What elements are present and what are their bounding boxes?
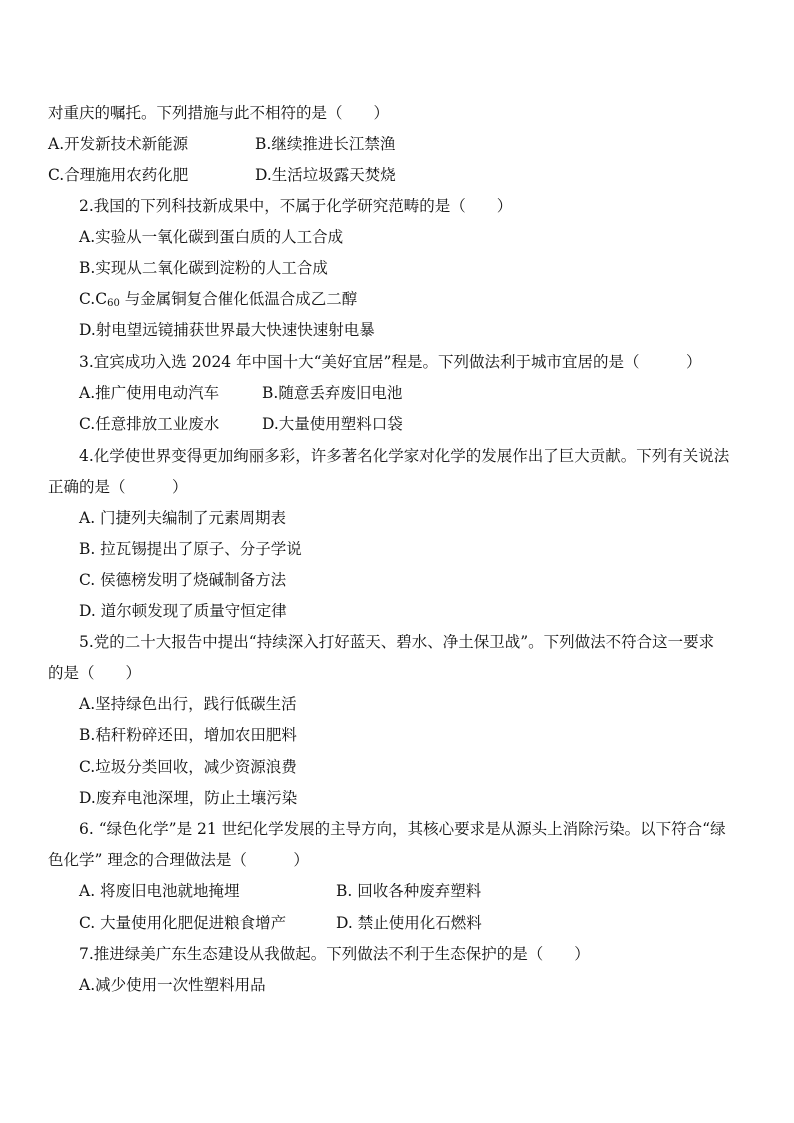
q5-option-b: B.秸秆粉碎还田，增加农田肥料: [79, 726, 297, 744]
q2-option-c-prefix: C.C: [79, 290, 108, 308]
q4-stem-line-2: 正确的是（ ）: [48, 478, 188, 496]
q2-option-c-subscript: 60: [107, 298, 120, 309]
q4-option-b: B. 拉瓦锡提出了原子、分子学说: [79, 540, 302, 558]
q5-option-d: D.废弃电池深埋，防止土壤污染: [79, 789, 298, 807]
q4-option-d: D. 道尔顿发现了质量守恒定律: [79, 602, 287, 620]
q3-option-d: D.大量使用塑料口袋: [262, 415, 403, 433]
q6-option-b: B. 回收各种废弃塑料: [336, 882, 482, 900]
q6-option-d: D. 禁止使用化石燃料: [336, 914, 482, 932]
q3-stem: 3.宜宾成功入选 2024 年中国十大“美好宜居”程是。下列做法利于城市宜居的是（ ）: [79, 353, 702, 371]
q6-stem-line-2: 色化学” 理念的合理做法是（ ）: [48, 851, 309, 869]
q7-option-a: A.减少使用一次性塑料用品: [79, 976, 266, 994]
q1-stem-tail: 对重庆的嘱托。下列措施与此不相符的是（ ）: [48, 104, 390, 122]
q3-option-a: A.推广使用电动汽车: [79, 384, 220, 402]
q6-option-c: C. 大量使用化肥促进粮食增产: [79, 914, 287, 932]
q2-option-c: [79, 289, 357, 309]
q2-option-d: D.射电望远镜捕获世界最大快速快速射电暴: [79, 321, 375, 339]
q2-option-b: B.实现从二氧化碳到淀粉的人工合成: [79, 259, 328, 277]
q3-option-c: C.任意排放工业废水: [79, 415, 220, 433]
q4-option-c: C. 侯德榜发明了烧碱制备方法: [79, 571, 287, 589]
q1-option-a: A.开发新技术新能源: [48, 135, 189, 153]
q1-option-d: D.生活垃圾露天焚烧: [255, 166, 396, 184]
q2-option-c-text: 与金属铜复合催化低温合成乙二醇: [124, 290, 358, 308]
q2-option-a: A.实验从一氧化碳到蛋白质的人工合成: [79, 228, 344, 246]
q1-option-c: C.合理施用农药化肥: [48, 166, 189, 184]
q5-option-a: A.坚持绿色出行，践行低碳生活: [79, 695, 297, 713]
q7-stem: 7.推进绿美广东生态建设从我做起。下列做法不利于生态保护的是（ ）: [79, 945, 590, 963]
q1-option-b: B.继续推进长江禁渔: [255, 135, 396, 153]
q5-stem-line-2: 的是（ ）: [48, 664, 142, 682]
q6-option-a: A. 将废旧电池就地掩埋: [79, 882, 240, 900]
q5-stem-line-1: 5.党的二十大报告中提出“持续深入打好蓝天、碧水、净土保卫战”。下列做法不符合这一要求: [79, 633, 715, 651]
q4-option-a: A. 门捷列夫编制了元素周期表: [79, 509, 287, 527]
q3-option-b: B.随意丢弃废旧电池: [262, 384, 403, 402]
q5-option-c: C.垃圾分类回收，减少资源浪费: [79, 758, 297, 776]
q4-stem-line-1: 4.化学使世界变得更加绚丽多彩，许多著名化学家对化学的发展作出了巨大贡献。下列有关说法: [79, 447, 730, 465]
q6-stem-line-1: 6. “绿色化学”是 21 世纪化学发展的主导方向，其核心要求是从源头上消除污染。以下符合“绿: [79, 820, 726, 838]
q2-stem: 2.我国的下列科技新成果中，不属于化学研究范畴的是（ ）: [79, 197, 513, 215]
